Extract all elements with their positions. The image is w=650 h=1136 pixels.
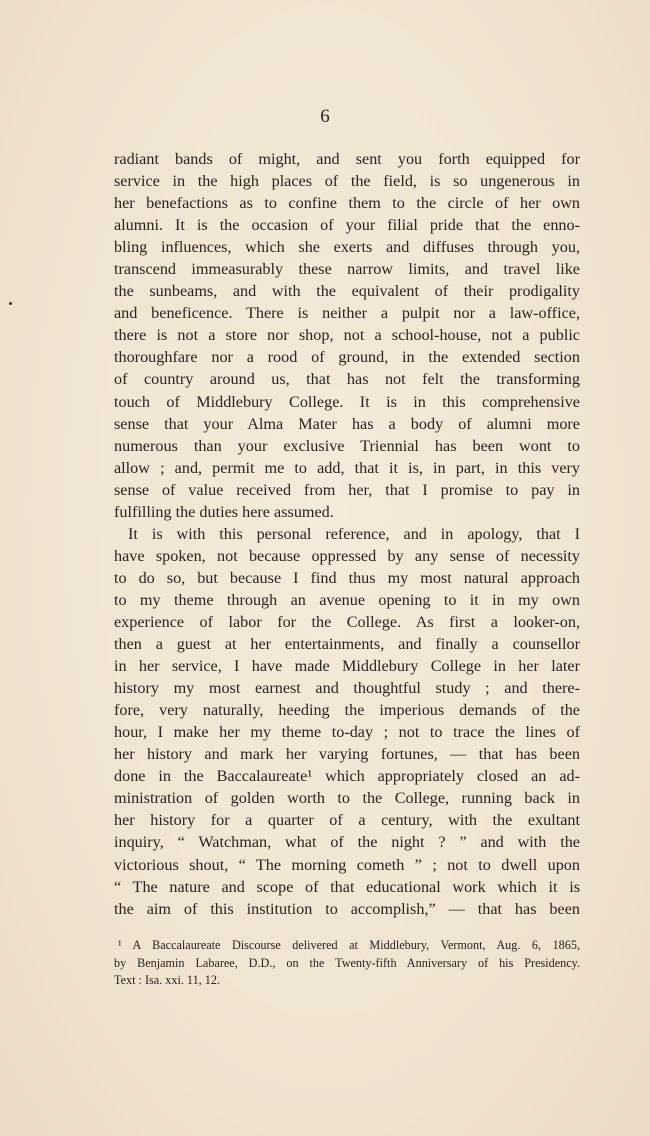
- body-line: then a guest at her entertainments, and finally a counsellor: [114, 635, 580, 654]
- body-text: [114, 148, 580, 920]
- body-line: It is with this personal reference, and in apology, that I: [128, 524, 580, 543]
- body-line: fulfilling the duties here assumed.: [114, 502, 334, 521]
- body-line: bling influences, which she exerts and diffuses through you,: [114, 238, 580, 257]
- body-line: fore, very naturally, heeding the imperious demands of the: [114, 701, 580, 720]
- body-line: the sunbeams, and with the equivalent of their prodigality: [114, 282, 580, 301]
- footnote-line: by Benjamin Labaree, D.D., on the Twenty-fifth Anniversary of his Presidency.: [114, 955, 580, 970]
- body-line: allow ; and, permit me to add, that it is, in part, in this very: [114, 458, 580, 477]
- body-line: service in the high places of the field, is so ungenerous in: [114, 172, 580, 191]
- body-line: radiant bands of might, and sent you forth equipped for: [114, 150, 580, 168]
- body-line: history my most earnest and thoughtful study ; and there-: [114, 679, 580, 698]
- body-line: hour, I make her my theme to-day ; not to trace the lines of: [114, 723, 580, 742]
- body-line: in her service, I have made Middlebury College in her later: [114, 657, 580, 676]
- body-line: done in the Baccalaureate¹ which appropriately closed an ad-: [114, 767, 580, 786]
- body-line: ministration of golden worth to the College, running back in: [114, 789, 580, 808]
- body-line: transcend immeasurably these narrow limits, and travel like: [114, 260, 580, 279]
- body-line: her benefactions as to confine them to the circle of her own: [114, 194, 580, 213]
- page-number: 6: [320, 106, 330, 127]
- body-line: alumni. It is the occasion of your filial pride that the enno-: [114, 216, 580, 235]
- body-line: and beneficence. There is neither a pulpit nor a law-office,: [114, 304, 580, 323]
- footnote-line: ¹ A Baccalaureate Discourse delivered at Middlebury, Vermont, Aug. 6, 1865,: [118, 938, 580, 952]
- body-line: her history for a quarter of a century, with the exultant: [114, 811, 580, 830]
- body-line: victorious shout, “ The morning cometh ” ; not to dwell upon: [114, 855, 580, 874]
- footnote-line: Text : Isa. xxi. 11, 12.: [114, 973, 220, 987]
- body-line: “ The nature and scope of that educational work which it is: [114, 877, 580, 896]
- body-line: to do so, but because I find thus my most natural approach: [114, 568, 580, 587]
- body-line: to my theme through an avenue opening to it in my own: [114, 590, 580, 609]
- body-line: have spoken, not because oppressed by any sense of necessity: [114, 546, 580, 565]
- body-line: of country around us, that has not felt the transforming: [114, 370, 580, 389]
- body-line: there is not a store nor shop, not a school-house, not a public: [114, 326, 580, 345]
- body-line: sense of value received from her, that I promise to pay in: [114, 480, 580, 499]
- body-line: numerous than your exclusive Triennial has been wont to: [114, 436, 580, 455]
- body-line: touch of Middlebury College. It is in this comprehensive: [114, 392, 580, 411]
- ink-speck: [9, 302, 12, 305]
- body-line: the aim of this institution to accomplish,” — that has been: [114, 899, 580, 918]
- body-line: experience of labor for the College. As first a looker-on,: [114, 612, 580, 631]
- footnote: [114, 937, 580, 990]
- body-line: inquiry, “ Watchman, what of the night ? ” and with the: [114, 833, 580, 852]
- body-line: thoroughfare nor a rood of ground, in the extended section: [114, 348, 580, 367]
- body-line: sense that your Alma Mater has a body of alumni more: [114, 414, 580, 433]
- body-line: her history and mark her varying fortunes, — that has been: [114, 745, 580, 764]
